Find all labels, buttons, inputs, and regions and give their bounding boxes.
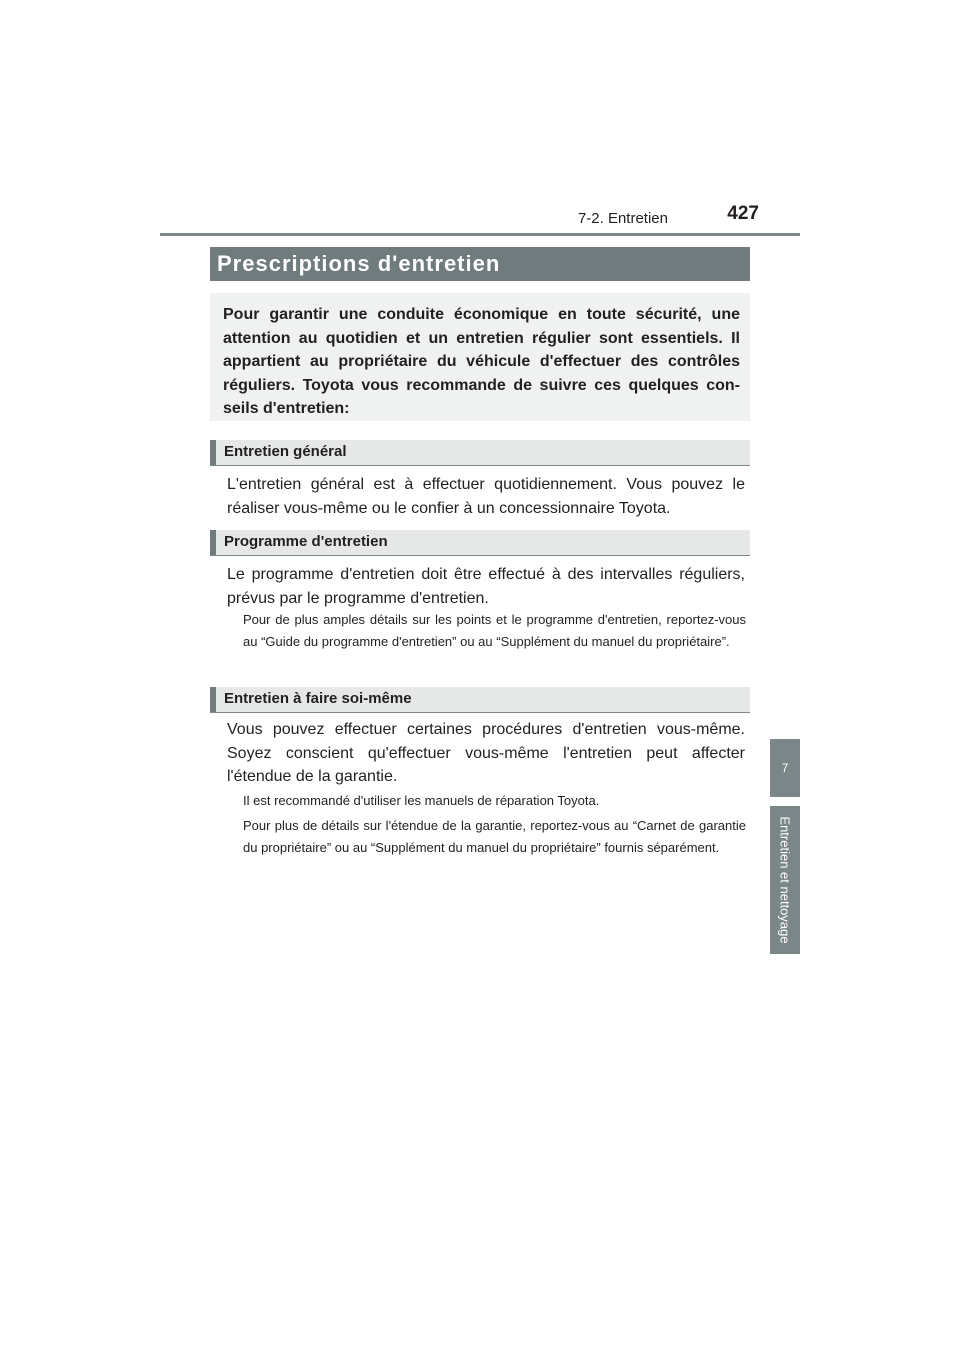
- maintenance-schedule-note: Pour de plus amples détails sur les points et le programme d'entretien, reportez-vous au “Guide du programme d'entretien” ou au “Supplément du manuel du propriétaire”.: [243, 612, 746, 649]
- page-number: 427: [727, 203, 759, 224]
- subheading-text: Programme d'entretien: [224, 533, 388, 550]
- page-title-bar: [210, 247, 750, 281]
- chapter-tab-title: [770, 806, 800, 954]
- subheading-general-maintenance: [210, 440, 750, 466]
- subheading-text: Entretien à faire soi-même: [224, 690, 412, 707]
- diy-maintenance-note-2: Pour plus de détails sur l'étendue de la garantie, reportez-vous au “Carnet de garantie du propriétaire” ou au “Supplément du manuel du propriétaire” fournis séparément.: [243, 818, 746, 855]
- general-maintenance-text: L'entretien général est à effectuer quotidiennement. Vous pouvez le réaliser vous-même ou le confier à un concessionnaire Toyota.: [227, 476, 745, 517]
- diy-maintenance-note-1: Il est recommandé d'utiliser les manuels de réparation Toyota.: [243, 793, 600, 808]
- chapter-tab-title-text: Entretien et nettoyage: [777, 816, 793, 944]
- chapter-tab-number: 7: [770, 739, 800, 797]
- maintenance-schedule-text: Le programme d'entretien doit être effectué à des intervalles réguliers, prévus par le programme d'entretien.: [227, 566, 745, 607]
- intro-box: [210, 293, 750, 421]
- subheading-maintenance-schedule: [210, 530, 750, 556]
- intro-text: Pour garantir une conduite économique en toute sécurité, une attention au quotidien et un entretien régulier sont essentiels. Il appartient au propriétaire du véhicule d'effectuer des contrôles réguliers. Toyota vous recommande de suivre ces quelques con-seils d'entretien:: [223, 306, 740, 417]
- page-header: [160, 202, 800, 236]
- header-rule: [160, 233, 800, 236]
- subheading-text: Entretien général: [224, 443, 347, 460]
- subheading-diy-maintenance: [210, 687, 750, 713]
- diy-maintenance-text: Vous pouvez effectuer certaines procédures d'entretien vous-même. Soyez conscient qu'effectuer vous-même l'entretien peut affecter l'étendue de la garantie.: [227, 721, 745, 785]
- page-title: Prescriptions d'entretien: [217, 251, 501, 276]
- section-label: 7-2. Entretien: [577, 210, 668, 227]
